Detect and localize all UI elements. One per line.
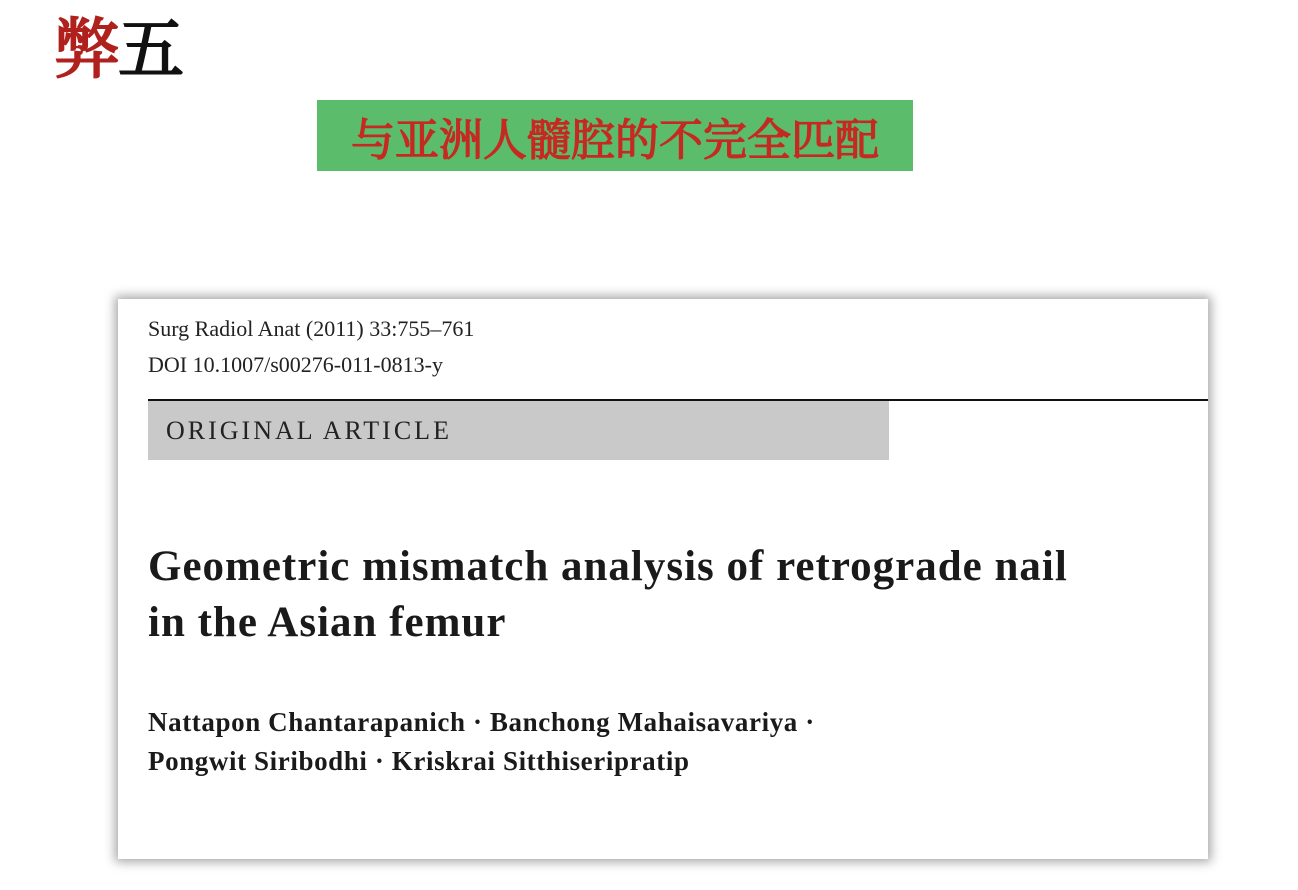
paper-authors <box>148 703 815 781</box>
author-line-1: Nattapon Chantarapanich · Banchong Mahaisavariya · <box>148 707 815 737</box>
journal-citation: Surg Radiol Anat (2011) 33:755–761 <box>148 316 475 341</box>
subtitle-banner <box>317 100 913 171</box>
paper-title <box>148 539 1198 651</box>
subtitle-banner-text: 与亚洲人髓腔的不完全匹配 <box>351 114 879 166</box>
slide-title-red-part: 弊 <box>54 11 118 88</box>
paper-title-line-1: Geometric mismatch analysis of retrograde nail <box>148 543 1068 590</box>
slide-title-black-part: 五 <box>118 11 182 88</box>
author-line-2: Pongwit Siribodhi · Kriskrai Sitthiseripratip <box>148 746 690 776</box>
doi-line: DOI 10.1007/s00276-011-0813-y <box>148 352 443 377</box>
article-type-band <box>148 401 889 460</box>
paper-excerpt <box>118 299 1208 859</box>
paper-title-line-2: in the Asian femur <box>148 599 507 646</box>
slide-title <box>54 10 182 90</box>
article-type-label: ORIGINAL ARTICLE <box>166 415 452 445</box>
